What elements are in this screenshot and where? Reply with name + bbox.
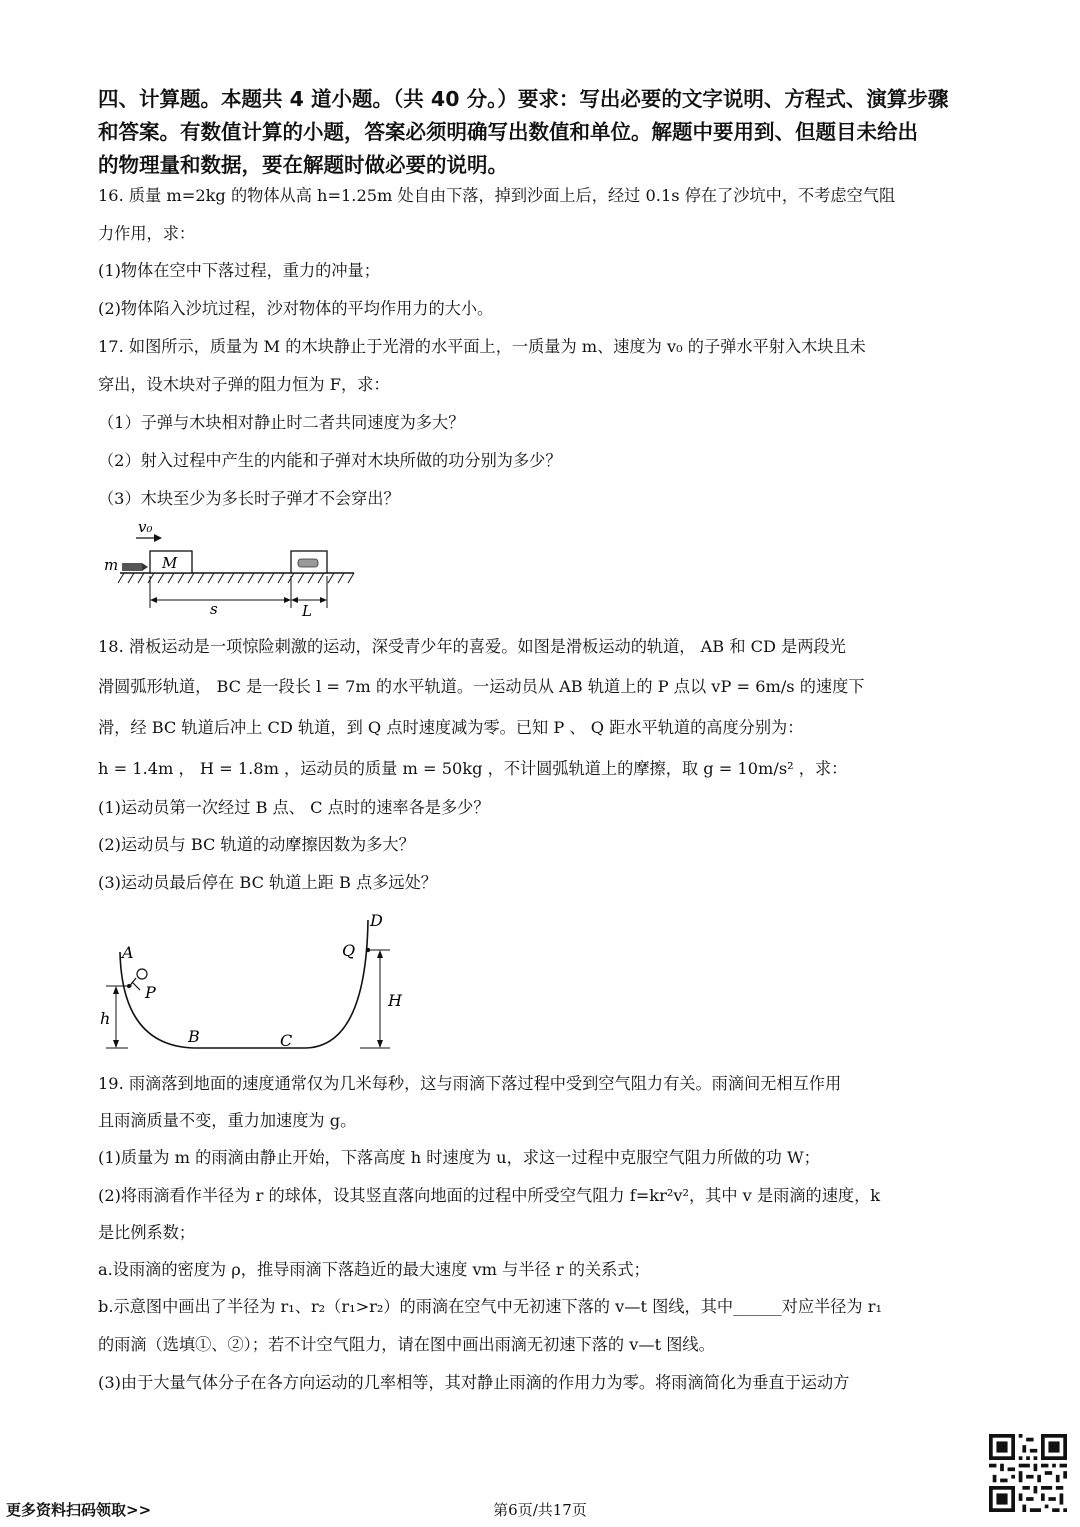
track-curve xyxy=(120,920,368,1048)
q17-line: 穿出，设木块对子弹的阻力恒为 F，求： xyxy=(98,375,390,394)
q16-line: (1)物体在空中下落过程，重力的冲量； xyxy=(98,261,380,280)
heading-line: 和答案。有数值计算的小题，答案必须明确写出数值和单位。解题中要用到、但题目未给出 xyxy=(98,120,918,144)
label-P: P xyxy=(145,983,156,1002)
label-C: C xyxy=(280,1031,293,1050)
M-label: M xyxy=(162,554,178,572)
q19-line: 且雨滴质量不变，重力加速度为 g。 xyxy=(98,1111,357,1130)
q16-line: (2)物体陷入沙坑过程，沙对物体的平均作用力的大小。 xyxy=(98,299,494,318)
q19-line: (2)将雨滴看作半径为 r 的球体，设其竖直落向地面的过程中所受空气阻力 f=kr²v²，其中 v 是雨滴的速度，k xyxy=(98,1186,881,1205)
q18-line: 滑，经 BC 轨道后冲上 CD 轨道，到 Q 点时速度减为零。已知 P 、 Q 距水平轨道的高度分别为： xyxy=(98,718,804,737)
q17-line: （1）子弹与木块相对静止时二者共同速度为多大？ xyxy=(98,413,465,432)
s-label: s xyxy=(210,600,218,618)
label-D: D xyxy=(370,911,383,930)
q19-line: b.示意图中画出了半径为 r₁、r₂（r₁>r₂）的雨滴在空气中无初速下落的 v—t 图线，其中______对应半径为 r₁ xyxy=(98,1297,882,1316)
label-A: A xyxy=(122,943,134,962)
q19-line: a.设雨滴的密度为 ρ，推导雨滴下落趋近的最大速度 vm 与半径 r 的关系式； xyxy=(98,1260,650,1279)
q19-line: 19. 雨滴落到地面的速度通常仅为几米每秒，这与雨滴下落过程中受到空气阻力有关。雨滴间无相互作用 xyxy=(98,1074,842,1093)
q16-line: 16. 质量 m=2kg 的物体从高 h=1.25m 处自由下落，掉到沙面上后，经过 0.1s 停在了沙坑中，不考虑空气阻 xyxy=(98,186,896,205)
heading-line: 四、计算题。本题共 4 道小题。（共 40 分。）要求：写出必要的文字说明、方程式、演算步骤 xyxy=(98,87,949,111)
q18-line: (1)运动员第一次经过 B 点、 C 点时的速率各是多少？ xyxy=(98,798,490,817)
q18-line: (3)运动员最后停在 BC 轨道上距 B 点多远处？ xyxy=(98,873,437,892)
q16-line: 力作用，求： xyxy=(98,224,196,243)
q18-line: 滑圆弧形轨道， BC 是一段长 l = 7m 的水平轨道。一运动员从 AB 轨道上的 P 点以 vP = 6m/s 的速度下 xyxy=(98,677,865,696)
skater-icon xyxy=(137,969,147,979)
m-label: m xyxy=(104,556,119,574)
q19-line: (3)由于大量气体分子在各方向运动的几率相等，其对静止雨滴的作用力为零。将雨滴简化为垂直于运动方 xyxy=(98,1373,850,1392)
label-H: H xyxy=(388,991,402,1010)
q18-line: (2)运动员与 BC 轨道的动摩擦因数为多大？ xyxy=(98,835,415,854)
q19-line: (1)质量为 m 的雨滴由静止开始，下落高度 h 时速度为 u，求这一过程中克服空气阻力所做的功 W； xyxy=(98,1148,820,1167)
page-number: 第6页/共17页 xyxy=(493,1501,587,1519)
q17-line: （3）木块至少为多长时子弹才不会穿出？ xyxy=(98,489,400,508)
L-label: L xyxy=(302,602,312,620)
label-B: B xyxy=(188,1027,200,1046)
heading-line: 的物理量和数据，要在解题时做必要的说明。 xyxy=(98,153,508,177)
q17-line: 17. 如图所示，质量为 M 的木块静止于光滑的水平面上，一质量为 m、速度为 v₀ 的子弹水平射入木块且未 xyxy=(98,337,866,356)
bullet-shape xyxy=(122,563,142,571)
skate-track-figure xyxy=(98,906,408,1058)
q19-line: 是比例系数； xyxy=(98,1223,196,1242)
label-h: h xyxy=(100,1009,111,1028)
q19-line: 的雨滴（选填①、②）；若不计空气阻力，请在图中画出雨滴无初速下落的 v—t 图线。 xyxy=(98,1335,715,1354)
label-Q: Q xyxy=(342,941,356,960)
q17-line: （2）射入过程中产生的内能和子弹对木块所做的功分别为多少？ xyxy=(98,451,562,470)
q18-line: h = 1.4m ， H = 1.8m ，运动员的质量 m = 50kg ，不计圆弧轨道上的摩擦，取 g = 10m/s² ，求： xyxy=(98,759,848,778)
q18-line: 18. 滑板运动是一项惊险刺激的运动，深受青少年的喜爱。如图是滑板运动的轨道， AB 和 CD 是两段光 xyxy=(98,637,846,656)
footer-promo-link[interactable]: 更多资料扫码领取>> xyxy=(6,1501,152,1519)
bullet-block-figure xyxy=(98,518,368,620)
v0-label: v₀ xyxy=(138,518,153,536)
